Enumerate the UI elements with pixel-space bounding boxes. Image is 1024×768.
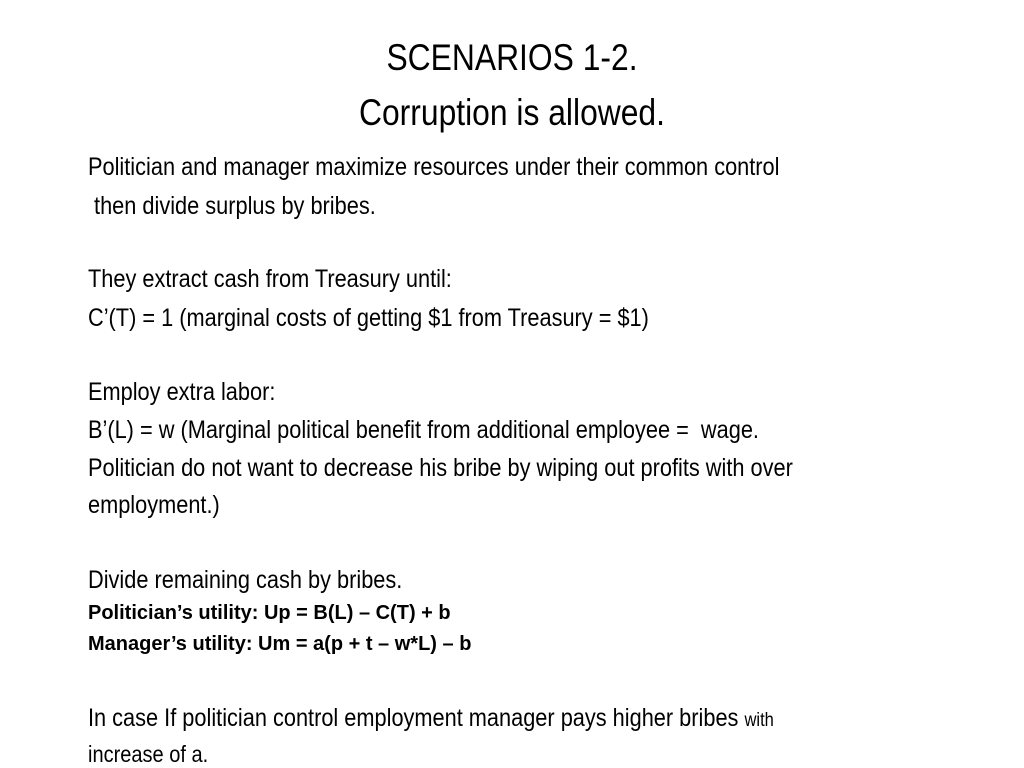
politician-utility-formula: Politician’s utility: Up = B(L) – C(T) + b — [88, 602, 451, 624]
paragraph-3-line-3: Politician do not want to decrease his bribe by wiping out profits with over — [88, 454, 793, 482]
slide-title: SCENARIOS 1-2. — [386, 37, 638, 78]
paragraph-5-line-2: increase of a. — [88, 741, 209, 767]
paragraph-3-line-1: Employ extra labor: — [88, 378, 276, 406]
slide-subtitle: Corruption is allowed. — [359, 92, 665, 133]
manager-utility-formula: Manager’s utility: Um = a(p + t – w*L) – b — [88, 633, 472, 655]
paragraph-1-line-2: then divide surplus by bribes. — [88, 192, 376, 220]
paragraph-2-line-2: C’(T) = 1 (marginal costs of getting $1 from Treasury = $1) — [88, 304, 649, 332]
paragraph-1-line-1: Politician and manager maximize resources under their common control — [88, 153, 780, 181]
paragraph-2-line-1: They extract cash from Treasury until: — [88, 265, 452, 293]
paragraph-5-small-text: with — [744, 710, 774, 731]
paragraph-5-main-text: In case If politician control employment manager pays higher bribes — [88, 704, 745, 732]
paragraph-5-line-1 — [88, 703, 897, 736]
paragraph-4-line-1: Divide remaining cash by bribes. — [88, 566, 403, 594]
paragraph-3-line-2: B’(L) = w (Marginal political benefit from additional employee = wage. — [88, 416, 759, 444]
paragraph-3-line-4: employment.) — [88, 491, 220, 519]
